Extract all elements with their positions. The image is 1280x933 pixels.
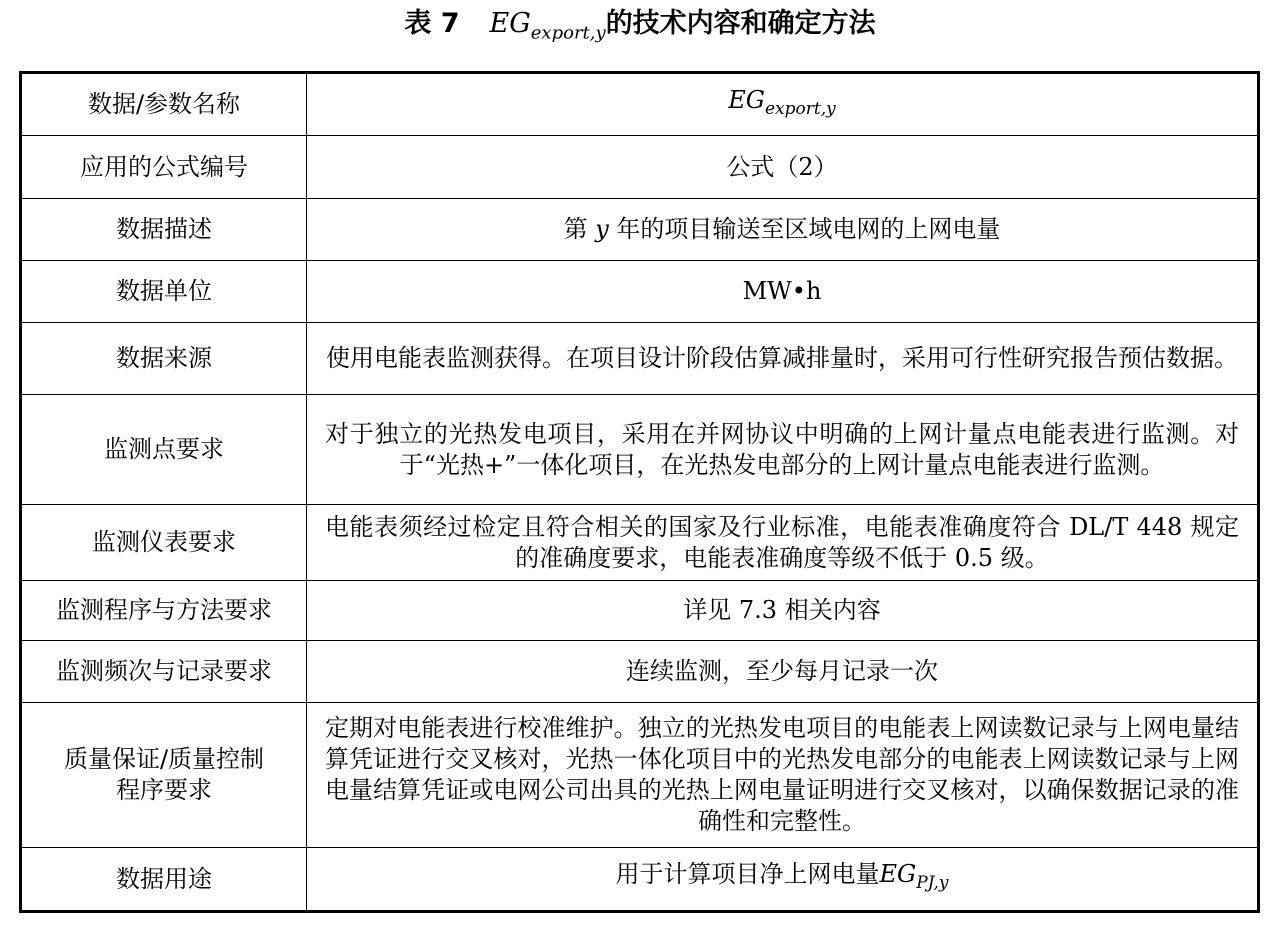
parameter-table (19, 71, 1260, 913)
row-value: 用于计算项目净上网电量$EG_{PJ,y}$ (307, 848, 1259, 912)
row-value: 详见 7.3 相关内容 (307, 581, 1259, 641)
row-label: 数据来源 (21, 323, 307, 395)
row-label: 监测点要求 (21, 395, 307, 505)
row-value: 使用电能表监测获得。在项目设计阶段估算减排量时，采用可行性研究报告预估数据。 (307, 323, 1259, 395)
table-row (21, 323, 1259, 395)
row-label: 监测频次与记录要求 (21, 641, 307, 703)
table-row (21, 199, 1259, 261)
table-row (21, 261, 1259, 323)
row-label: 质量保证/质量控制 程序要求 (21, 703, 307, 848)
table-row (21, 136, 1259, 199)
row-label: 数据用途 (21, 848, 307, 912)
table-number: 表 7 (404, 8, 460, 39)
row-label: 数据单位 (21, 261, 307, 323)
row-value: 第 y 年的项目输送至区域电网的上网电量 (307, 199, 1259, 261)
row-value: 公式（2） (307, 136, 1259, 199)
row-value: MW•h (307, 261, 1259, 323)
table-row (21, 581, 1259, 641)
row-value: 电能表须经过检定且符合相关的国家及行业标准，电能表准确度符合 DL/T 448 规定的准确度要求，电能表准确度等级不低于 0.5 级。 (307, 505, 1259, 581)
row-value: 连续监测，至少每月记录一次 (307, 641, 1259, 703)
table-row (21, 703, 1259, 848)
table-row (21, 73, 1259, 136)
table-row (21, 395, 1259, 505)
caption-symbol: $EG_{export,y}$ (489, 8, 606, 44)
row-label: 监测程序与方法要求 (21, 581, 307, 641)
row-label: 监测仪表要求 (21, 505, 307, 581)
caption-text: 的技术内容和确定方法 (605, 8, 876, 39)
row-label: 数据描述 (21, 199, 307, 261)
table-row (21, 641, 1259, 703)
row-value: $EG_{export,y}$ (307, 73, 1259, 136)
row-value: 对于独立的光热发电项目，采用在并网协议中明确的上网计量点电能表进行监测。对于“光热+”一体化项目，在光热发电部分的上网计量点电能表进行监测。 (307, 395, 1259, 505)
table-row (21, 505, 1259, 581)
table-row (21, 848, 1259, 912)
row-label: 应用的公式编号 (21, 136, 307, 199)
table-caption (0, 4, 1280, 53)
row-value: 定期对电能表进行校准维护。独立的光热发电项目的电能表上网读数记录与上网电量结算凭证进行交叉核对，光热一体化项目中的光热发电部分的电能表上网读数记录与上网电量结算凭证或电网公司出具的光热上网电量证明进行交叉核对，以确保数据记录的准确性和完整性。 (307, 703, 1259, 848)
row-label: 数据/参数名称 (21, 73, 307, 136)
